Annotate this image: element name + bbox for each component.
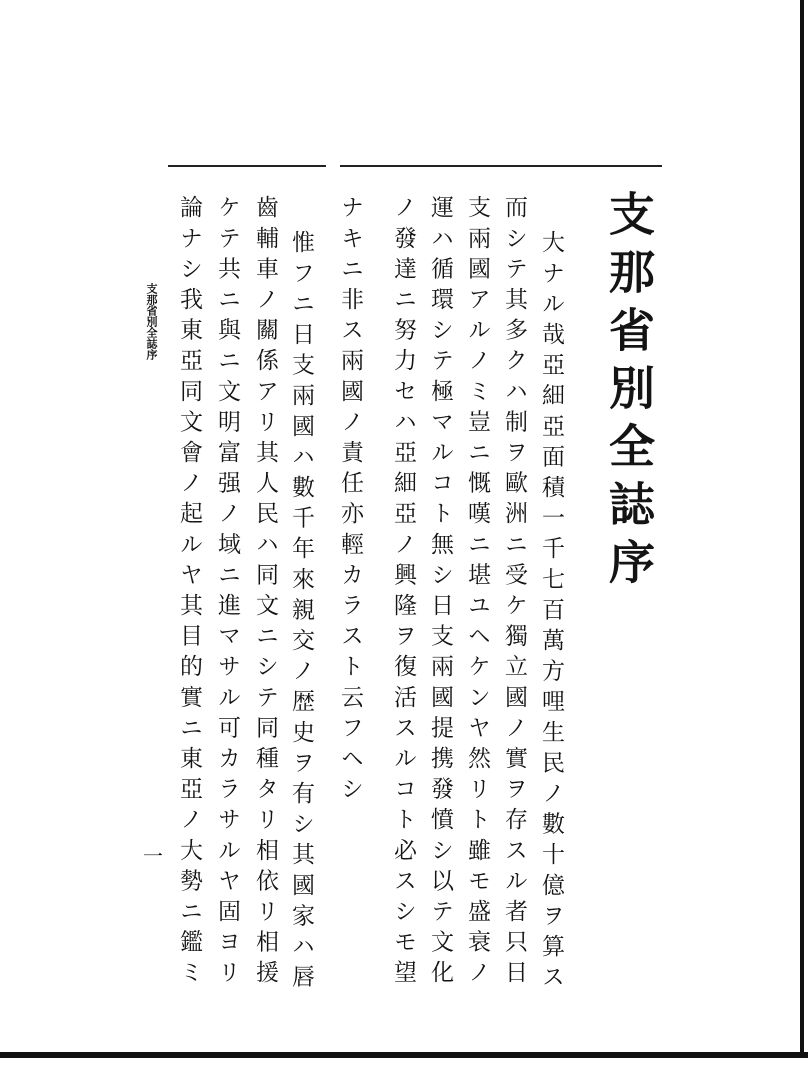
text-column-10: 論ナシ我東亞同文會ノ起ルヤ其目的實ニ東亞ノ大勢ニ鑑ミ bbox=[176, 195, 202, 991]
page-title: 支那省別全誌序 bbox=[602, 190, 656, 596]
text-column-4: 運ハ循環シテ極マルコト無シ日支兩國提携發憤シ以テ文化 bbox=[427, 195, 453, 991]
header-rule-right bbox=[340, 165, 662, 167]
text-column-1: 大ナル哉亞細亞面積一千七百萬方哩生民ノ數十億ヲ算ス bbox=[538, 230, 564, 995]
text-column-5: ノ發達ニ努力セハ亞細亞ノ興隆ヲ復活スルコト必スシモ望 bbox=[390, 195, 416, 991]
text-column-2: 而シテ其多クハ制ヲ歐洲ニ受ケ獨立國ノ實ヲ存スル者只日 bbox=[501, 195, 527, 991]
running-head: 支那省別全誌序 bbox=[145, 283, 158, 360]
page-edge-bottom bbox=[0, 1052, 808, 1058]
text-column-9: ケテ共ニ與ニ文明富强ノ域ニ進マサル可カラサルヤ固ヨリ bbox=[214, 195, 240, 991]
text-column-8: 齒輔車ノ關係アリ其人民ハ同文ニシテ同種タリ相依リ相援 bbox=[252, 195, 278, 991]
page-number: 一 bbox=[143, 844, 163, 868]
text-column-3: 支兩國アルノミ豈ニ慨嘆ニ堪ユヘケンヤ然リト雖モ盛衰ノ bbox=[464, 195, 490, 991]
text-column-6: ナキニ非ス兩國ノ責任亦輕カラスト云フヘシ bbox=[337, 195, 363, 807]
header-rule-left bbox=[168, 165, 326, 167]
text-column-7: 惟フニ日支兩國ハ數千年來親交ノ歴史ヲ有シ其國家ハ唇 bbox=[288, 230, 314, 995]
page-edge-right bbox=[800, 0, 804, 1052]
